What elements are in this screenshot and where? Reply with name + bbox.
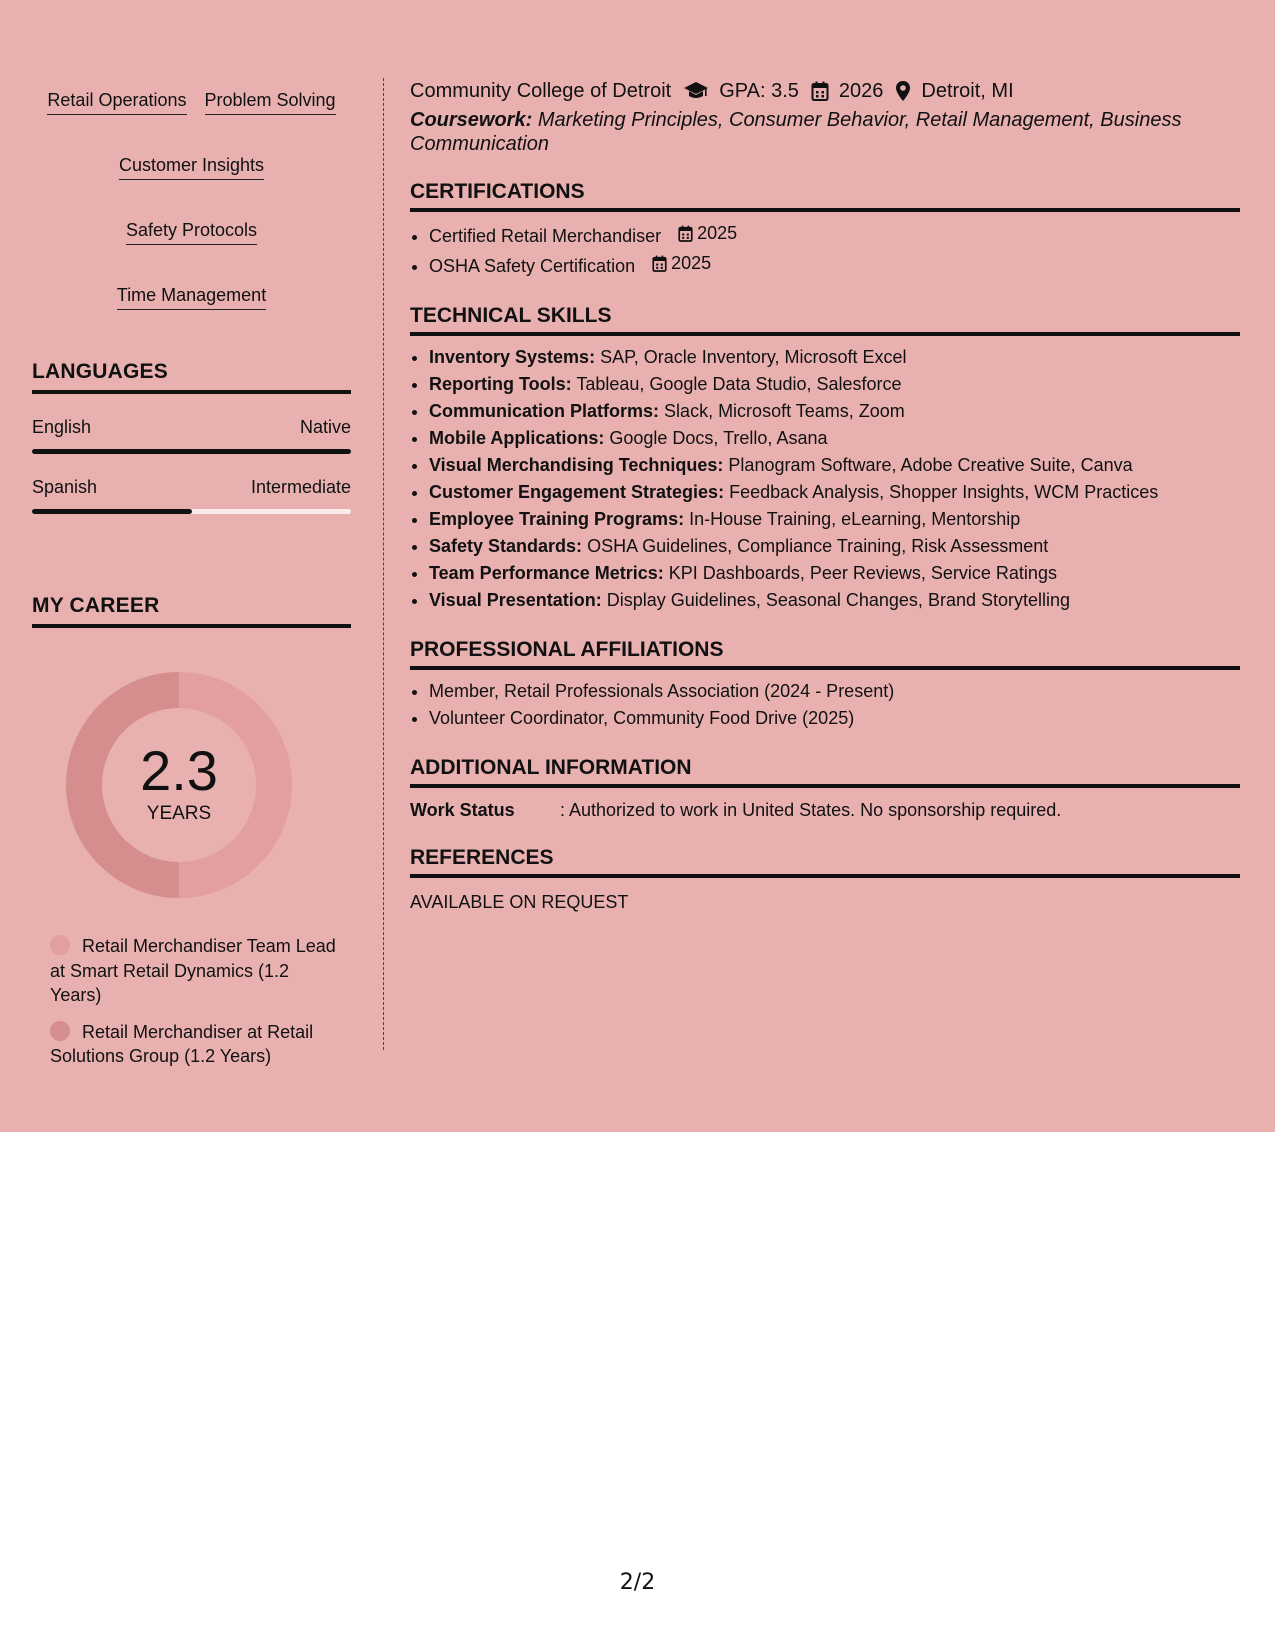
skill-category: Visual Merchandising Techniques: <box>429 455 724 475</box>
language-proficiency-bar <box>32 509 351 514</box>
technical-skills-heading: TECHNICAL SKILLS <box>410 304 1240 336</box>
certification-name: OSHA Safety Certification <box>429 256 636 276</box>
page-number: 2/2 <box>619 1570 656 1595</box>
certification-item <box>429 220 1240 250</box>
calendar-icon <box>652 255 667 272</box>
language-name: Spanish <box>32 477 98 497</box>
work-status-label: Work Status <box>410 800 515 820</box>
technical-skill-item <box>429 371 1240 398</box>
skill-tag: Customer Insights <box>119 153 264 180</box>
school-location: Detroit, MI <box>921 80 1014 102</box>
technical-skill-item <box>429 452 1240 479</box>
skills-tags <box>32 88 351 310</box>
calendar-icon <box>678 225 693 242</box>
certification-name: Certified Retail Merchandiser <box>429 226 662 246</box>
graduation-year: 2026 <box>838 80 884 102</box>
skill-values: Google Docs, Trello, Asana <box>609 428 828 448</box>
certification-year: 2025 <box>671 253 712 273</box>
skill-tag: Problem Solving <box>205 88 336 115</box>
language-name: English <box>32 417 92 437</box>
skill-tag: Safety Protocols <box>126 218 257 245</box>
career-section <box>32 594 351 1069</box>
language-item <box>32 476 351 514</box>
map-pin-icon <box>895 80 911 102</box>
skill-values: OSHA Guidelines, Compliance Training, Risk Assessment <box>587 536 1049 556</box>
skill-values: Planogram Software, Adobe Creative Suite, Canva <box>728 455 1133 475</box>
skill-tag: Time Management <box>117 283 266 310</box>
languages-heading: LANGUAGES <box>32 360 351 394</box>
skill-category: Team Performance Metrics: <box>429 563 664 583</box>
career-entry-label: Retail Merchandiser at Retail Solutions Group (1.2 Years) <box>50 1021 314 1066</box>
technical-skills-section <box>410 304 1240 614</box>
work-status-value: : Authorized to work in United States. No sponsorship required. <box>560 800 1062 820</box>
references-text: AVAILABLE ON REQUEST <box>410 892 629 912</box>
skill-tag: Retail Operations <box>47 88 186 115</box>
technical-skill-item <box>429 425 1240 452</box>
work-status-row <box>410 798 1240 822</box>
technical-skill-item <box>429 506 1240 533</box>
certifications-section <box>410 180 1240 280</box>
skill-category: Communication Platforms: <box>429 401 660 421</box>
language-level: Native <box>299 417 351 437</box>
additional-info-heading: ADDITIONAL INFORMATION <box>410 756 1240 788</box>
education-line <box>410 78 1240 104</box>
references-section <box>410 846 1240 914</box>
coursework <box>410 108 1240 156</box>
skill-values: KPI Dashboards, Peer Reviews, Service Ratings <box>668 563 1057 583</box>
skill-values: In-House Training, eLearning, Mentorship <box>689 509 1021 529</box>
legend-dot <box>50 935 70 955</box>
skill-category: Reporting Tools: <box>429 374 572 394</box>
skill-values: Tableau, Google Data Studio, Salesforce <box>576 374 902 394</box>
gpa: GPA: 3.5 <box>719 80 799 102</box>
skill-values: Display Guidelines, Seasonal Changes, Brand Storytelling <box>606 590 1071 610</box>
career-total-value: 2.3 <box>140 739 218 802</box>
career-legend-item <box>50 934 340 1008</box>
skill-values: Feedback Analysis, Shopper Insights, WCM Practices <box>729 482 1159 502</box>
certifications-heading: CERTIFICATIONS <box>410 180 1240 212</box>
technical-skill-item <box>429 587 1240 614</box>
skill-category: Safety Standards: <box>429 536 583 556</box>
technical-skill-item <box>429 479 1240 506</box>
skill-category: Visual Presentation: <box>429 590 602 610</box>
coursework-label: Coursework: <box>410 109 533 131</box>
skill-values: Slack, Microsoft Teams, Zoom <box>664 401 905 421</box>
career-total-unit: YEARS <box>146 803 212 824</box>
language-proficiency-fill <box>32 449 351 454</box>
right-column <box>410 78 1240 914</box>
legend-dot <box>50 1021 70 1041</box>
technical-skill-item <box>429 560 1240 587</box>
calendar-icon <box>811 81 829 101</box>
career-legend <box>50 934 340 1069</box>
coursework-list: Marketing Principles, Consumer Behavior, Retail Management, Business Communication <box>410 109 1182 155</box>
career-entry-label: Retail Merchandiser Team Lead at Smart Retail Dynamics (1.2 Years) <box>50 936 336 1005</box>
additional-info-section <box>410 756 1240 822</box>
language-level: Intermediate <box>250 477 351 497</box>
skill-category: Mobile Applications: <box>429 428 605 448</box>
column-divider <box>383 78 384 1050</box>
certification-year: 2025 <box>697 223 738 243</box>
affiliations-section <box>410 638 1240 732</box>
skill-category: Inventory Systems: <box>429 347 596 367</box>
affiliation-item: • Volunteer Coordinator, Community Food Drive (2025) <box>429 705 1240 732</box>
affiliation-item: • Member, Retail Professionals Association (2024 - Present) <box>429 678 1240 705</box>
technical-skill-item <box>429 533 1240 560</box>
school-name: Community College of Detroit <box>410 80 672 102</box>
technical-skill-item <box>429 398 1240 425</box>
certification-item <box>429 250 1240 280</box>
left-column <box>32 80 351 1081</box>
language-proficiency-bar <box>32 449 351 454</box>
language-proficiency-fill <box>32 509 192 514</box>
career-heading: MY CAREER <box>32 594 351 628</box>
technical-skill-item <box>429 344 1240 371</box>
career-legend-item <box>50 1020 340 1069</box>
references-heading: REFERENCES <box>410 846 1240 878</box>
skill-category: Customer Engagement Strategies: <box>429 482 725 502</box>
language-item <box>32 416 351 454</box>
graduation-cap-icon <box>683 81 709 101</box>
affiliations-heading: PROFESSIONAL AFFILIATIONS <box>410 638 1240 670</box>
career-donut-chart <box>66 672 292 898</box>
skill-values: SAP, Oracle Inventory, Microsoft Excel <box>600 347 907 367</box>
skill-category: Employee Training Programs: <box>429 509 685 529</box>
languages-section <box>32 360 351 514</box>
